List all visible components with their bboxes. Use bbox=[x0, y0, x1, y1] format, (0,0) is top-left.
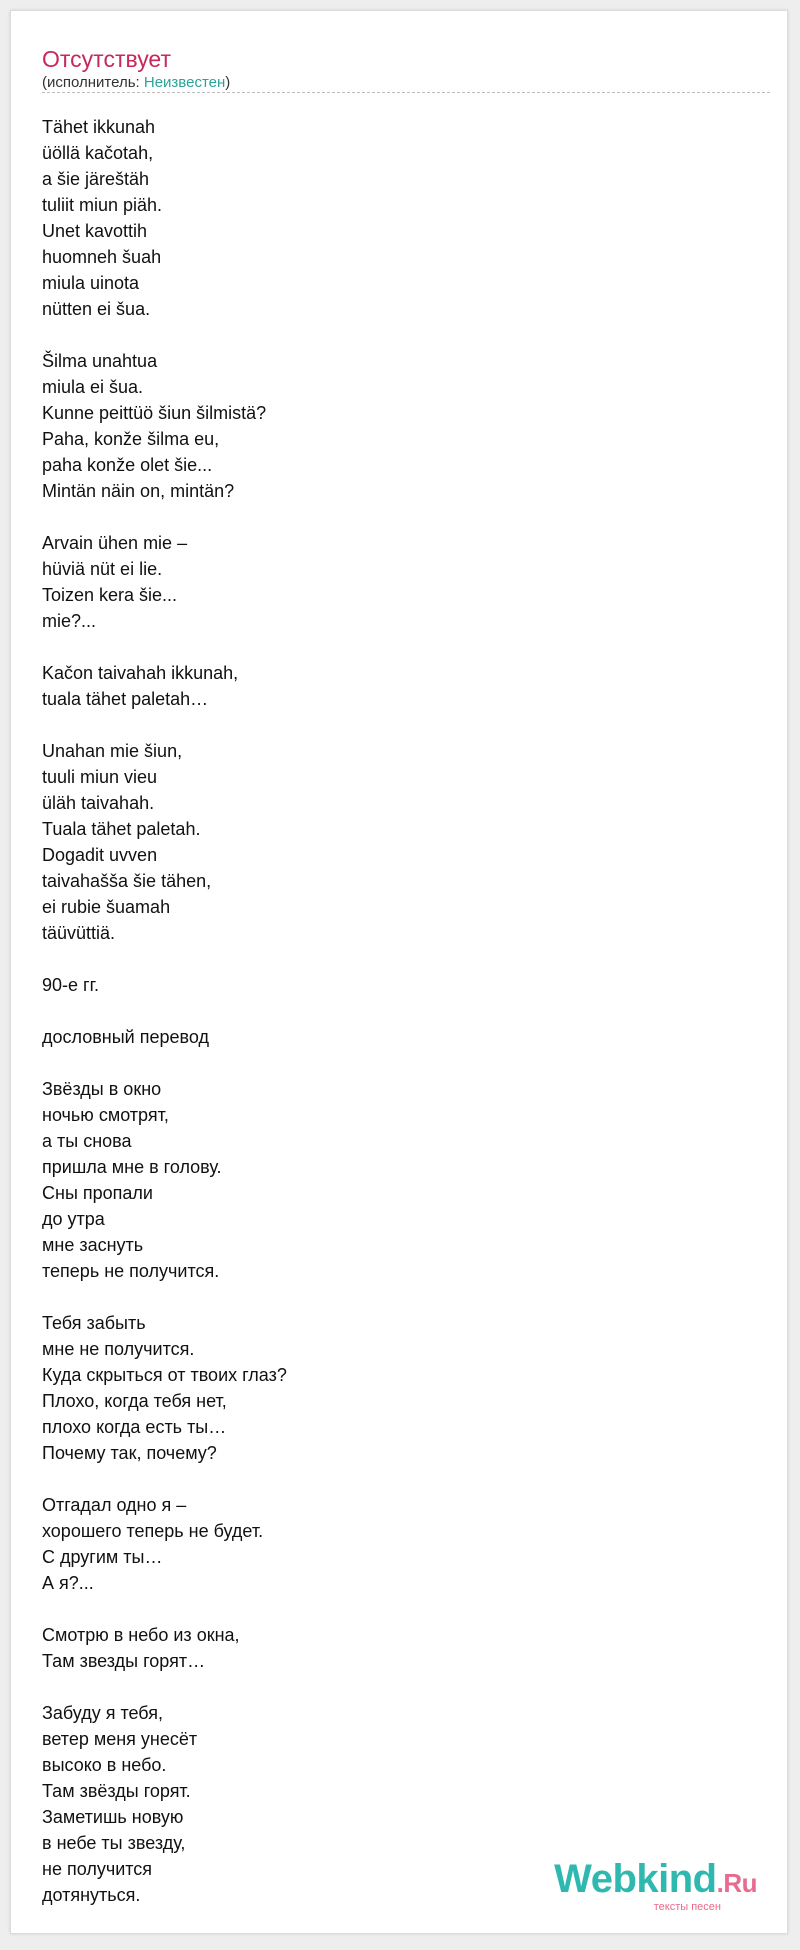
artist-prefix: (исполнитель: bbox=[42, 74, 144, 91]
header-divider bbox=[42, 92, 770, 93]
song-title: Отсутствует bbox=[42, 46, 171, 72]
artist-link[interactable]: Неизвестен bbox=[143, 74, 226, 91]
watermark-logo bbox=[554, 1859, 757, 1903]
site-watermark[interactable] bbox=[554, 1859, 757, 1913]
lyrics-page bbox=[10, 10, 788, 1934]
watermark-logo-name: Webkind bbox=[554, 1857, 717, 1901]
lyrics-text: Tähet ikkunah üöllä kačotah, a šie järeštäh tuliit miun piäh. Unet kavottih huomneh šuah miula uinota nütten ei šua. Šilma unahtua miula ei šua. Kunne peittüö šiun šilmistä? Paha, konže šilma eu, paha konže olet šie... Mintän näin on, mintän? Arvain ühen mie – hüviä nüt ei lie. Toizen kera šie... mie?... Kačon taivahah ikkunah, tuala tähet paletah… Unahan mie šiun, tuuli miun vieu üläh taivahah. Tuala tähet paletah. Dogadit uvven taivahašša šie tähen, ei rubie šuamah täüvüttiä. 90-е гг. дословный перевод Звёзды в окно ночью смотрят, а ты снова пришла мне в голову. Сны пропали до утра мне заснуть теперь не получится. Тебя забыть мне не получится. Куда скрыться от твоих глаз? Плохо, когда тебя нет, плохо когда есть ты… Почему так, почему? Отгадал одно я – хорошего теперь не будет. С другим ты… А я?... Смотрю в небо из окна, Там звезды горят… Забуду я тебя, ветер меня унесёт высоко в небо. Там звёзды горят. Заметишь новую в небе ты звезду, не получится дотянуться. bbox=[42, 117, 287, 1905]
watermark-tagline: тексты песен bbox=[653, 1901, 721, 1913]
watermark-logo-tld: .Ru bbox=[716, 1868, 757, 1898]
artist-line bbox=[42, 73, 230, 93]
artist-suffix: ) bbox=[225, 74, 231, 91]
